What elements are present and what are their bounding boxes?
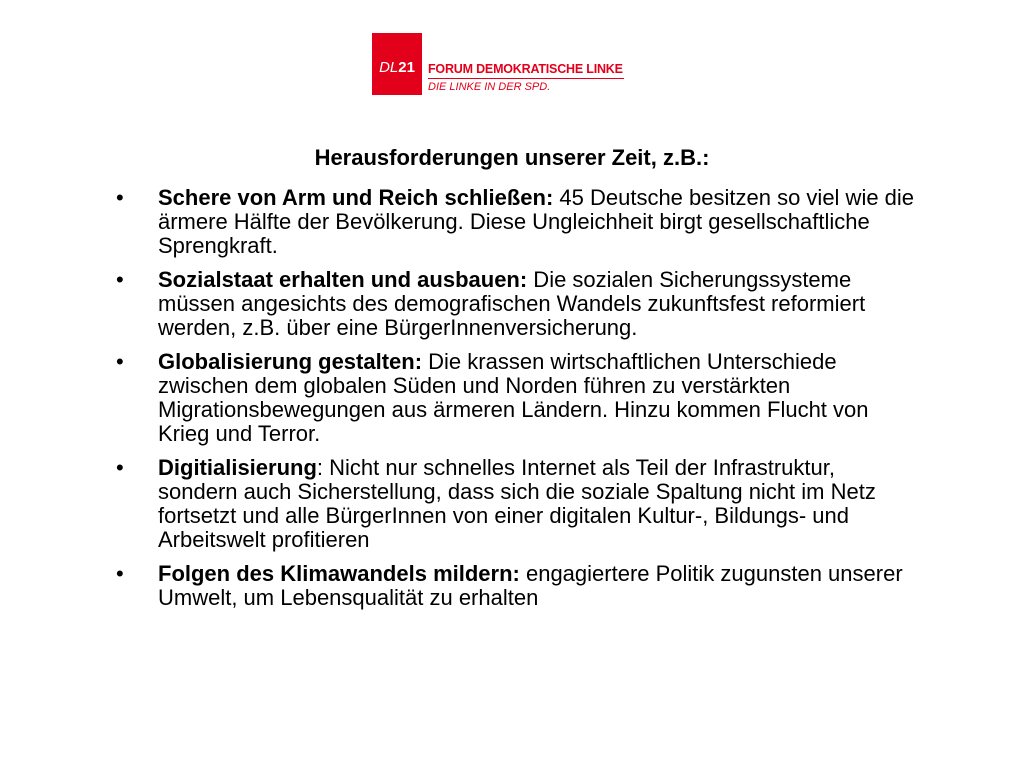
bullet-list — [116, 186, 916, 620]
bullet-item — [116, 186, 916, 258]
bullet-item — [116, 350, 916, 446]
logo-org-name: FORUM DEMOKRATISCHE LINKE — [428, 62, 623, 76]
bullet-icon: • — [116, 267, 124, 292]
logo-divider — [428, 78, 624, 79]
logo-badge-prefix: DL — [379, 59, 399, 76]
dl21-logo-badge — [372, 33, 422, 95]
bullet-text: 45 Deutsche besitzen so viel wie die ärmere Hälfte der Bevölkerung. Diese Ungleichheit birgt gesellschaftliche Sprengkraft. — [158, 185, 915, 258]
bullet-item — [116, 456, 916, 552]
bullet-icon: • — [116, 349, 124, 374]
bullet-heading: Digitialisierung — [158, 455, 317, 480]
bullet-item — [116, 562, 916, 610]
bullet-heading: Sozialstaat erhalten und ausbauen: — [158, 267, 528, 292]
logo-badge-number: 21 — [398, 59, 415, 76]
bullet-text: Die krassen wirtschaftlichen Unterschiede zwischen dem globalen Süden und Norden führen zu verstärkten Migrationsbewegungen aus ärmeren Ländern. Hinzu kommen Flucht von Krieg und Terror. — [158, 349, 869, 446]
bullet-heading: Globalisierung gestalten: — [158, 349, 423, 374]
bullet-text: : Nicht nur schnelles Internet als Teil der Infrastruktur, sondern auch Sicherstellung, dass sich die soziale Spaltung nicht im Netz fortsetzt und alle BürgerInnen von einer digitalen Kultur-, Bildungs- und Arbeitswelt profitieren — [158, 455, 876, 552]
bullet-heading: Schere von Arm und Reich schließen: — [158, 185, 554, 210]
bullet-text: Die sozialen Sicherungssysteme müssen angesichts des demografischen Wandels zukunftsfest reformiert werden, z.B. über eine BürgerInnenversicherung. — [158, 267, 866, 340]
bullet-text: engagiertere Politik zugunsten unserer Umwelt, um Lebensqualität zu erhalten — [158, 561, 903, 610]
bullet-heading: Folgen des Klimawandels mildern: — [158, 561, 520, 586]
bullet-icon: • — [116, 455, 124, 480]
bullet-item — [116, 268, 916, 340]
bullet-icon: • — [116, 185, 124, 210]
bullet-icon: • — [116, 561, 124, 586]
logo-tagline: DIE LINKE IN DER SPD. — [428, 81, 551, 93]
slide-title: Herausforderungen unserer Zeit, z.B.: — [314, 145, 710, 170]
